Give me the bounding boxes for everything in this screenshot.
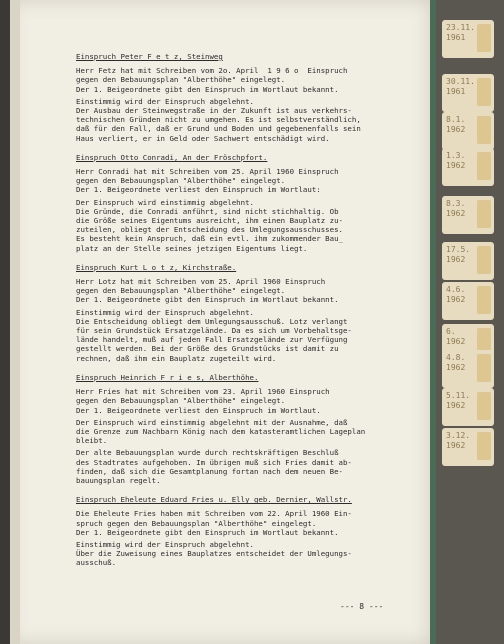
entry-paragraph: Der alte Bebauungsplan wurde durch rechtskräftigen Beschluß des Stadtrates aufgehoben. Im übrigen muß sich Fries damit ab- finden, daß sich die Gesamtplanung fortan nach dem neuen Be- bauungsplan regelt.: [76, 448, 352, 485]
index-tabs: [436, 0, 504, 644]
entry-paragraph: Der Einspruch wird einstimmig abgelehnt. Die Gründe, die Conradi anführt, sind nicht stichhaltig. Ob die Größe seines Eigentums ausreicht, ihm einen Bauplatz zu- zuteilen, obliegt der Entscheidung des Umlegungsausschusses. Es besteht kein Anspruch, daß ein evtl. ihm zukommender Bau_ platz an der Stelle seines jetzigen Eigentums liegt.: [76, 197, 343, 253]
index-tab[interactable]: [442, 242, 494, 280]
entry-paragraph: Die Eheleute Fries haben mit Schreiben vom 22. April 1960 Ein- spruch gegen den Bebauungsplan "Alberthöhe" eingelegt. Der 1. Beigeordnete gibt den Einspruch im Wortlaut bekannt.: [76, 509, 352, 537]
entry-heading: Einspruch Otto Conradi, An der Fröschpfort.: [76, 152, 268, 162]
index-tab[interactable]: [442, 112, 494, 150]
entry-paragraph: Herr Fries hat mit Schreiben vom 23. April 1960 Einspruch gegen den Bebauungsplan "Alberthöhe" eingelegt. Der 1. Beigeordnete verliest den Einspruch im Wortlaut.: [76, 387, 330, 415]
page-left-edge: [10, 0, 20, 644]
entry-paragraph: Einstimmig wird der Einspruch abgelehnt. Der Ausbau der Steinwegstraße in der Zukunft ist aus verkehrs- technischen Gründen nicht zu umgehen. Es ist selbstverständlich, daß für den Fall, daß er Grund und Boden und gegebenenfalls sein Haus verliert, er in Geld oder Sachwert entschädigt wird.: [76, 96, 361, 143]
index-tab[interactable]: [442, 196, 494, 234]
index-tab-label: 4.6. 1962: [446, 285, 466, 304]
index-tab-label: 5.11. 1962: [446, 391, 471, 410]
index-tab[interactable]: [442, 388, 494, 426]
index-tab[interactable]: [442, 350, 494, 388]
entry-paragraph: Einstimmig wird der Einspruch abgelehnt. Über die Zuweisung eines Bauplatzes entscheidet der Umlegungs- ausschuß.: [76, 539, 352, 568]
index-tab-label: 1.3. 1962: [446, 151, 466, 170]
index-tab[interactable]: [442, 428, 494, 466]
entry-paragraph: Herr Conradi hat mit Schreiben vom 25. April 1960 Einspruch gegen den Bebauungsplan "Alberthöhe" eingelegt. Der 1. Beigeordnete verliest den Einspruch im Wortlaut:: [76, 167, 339, 195]
document-content: [76, 52, 422, 578]
index-tab[interactable]: [442, 74, 494, 112]
index-tab[interactable]: [442, 20, 494, 58]
entry-conradi: [76, 153, 422, 253]
index-tab-label: 17.5. 1962: [446, 245, 471, 264]
entry-fetz: [76, 52, 422, 143]
entry-paragraph: Einstimmig wird der Einspruch abgelehnt. Die Entscheidung obliegt dem Umlegungsausschuß. Lotz verlangt für sein Grundstück Ersatzgelände. Da es sich um Vorbehaltsge- lände handelt, muß auf jeden Fall Ersatzgelände zur Verfügung gestellt werden. Bei der Größe des Grundstücks ist damit zu rechnen, daß ihm ein Bauplatz zugeteilt wird.: [76, 307, 352, 363]
entry-fries-heinrich: [76, 373, 422, 485]
entry-heading: Einspruch Kurt L o t z, Kirchstraße.: [76, 262, 237, 272]
entry-heading: Einspruch Peter F e t z, Steinweg: [76, 52, 223, 61]
entry-heading: Einspruch Heinrich F r i e s, Alberthöhe.: [76, 372, 259, 382]
index-tab-label: 3.12. 1962: [446, 431, 471, 450]
index-tab[interactable]: [442, 148, 494, 186]
index-tab-label: 8.3. 1962: [446, 199, 466, 218]
entry-lotz: [76, 263, 422, 363]
index-tab-label: 6. 1962: [446, 327, 466, 346]
entry-heading: Einspruch Eheleute Eduard Fries u. Elly geb. Dernier, Wallstr.: [76, 495, 352, 505]
page-number: --- 8 ---: [340, 602, 384, 611]
entry-fries-eheleute: [76, 495, 422, 567]
index-tab-label: 30.11. 1961: [446, 77, 475, 96]
entry-paragraph: Der Einspruch wird einstimmig abgelehnt mit der Ausnahme, daß die Grenze zum Nachbarn König nach dem katasteramtlichen Lageplan bleibt.: [76, 417, 366, 446]
index-tab[interactable]: [442, 282, 494, 320]
entry-paragraph: Herr Fetz hat mit Schreiben vom 2o. April 1 9 6 o Einspruch gegen den Bebauungsplan "Alberthöhe" eingelegt. Der 1. Beigeordnete gibt den Einspruch im Wortlaut bekannt.: [76, 66, 348, 94]
entry-paragraph: Herr Lotz hat mit Schreiben vom 25. April 1960 Einspruch gegen den Bebauungsplan "Alberthöhe" eingelegt. Der 1. Beigeordnete gibt den Einspruch im Wortlaut bekannt.: [76, 277, 339, 305]
index-tab-label: 4.8. 1962: [446, 353, 466, 372]
index-tab-label: 23.11. 1961: [446, 23, 475, 42]
document-page: [10, 0, 430, 644]
index-tab-label: 8.1. 1962: [446, 115, 466, 134]
